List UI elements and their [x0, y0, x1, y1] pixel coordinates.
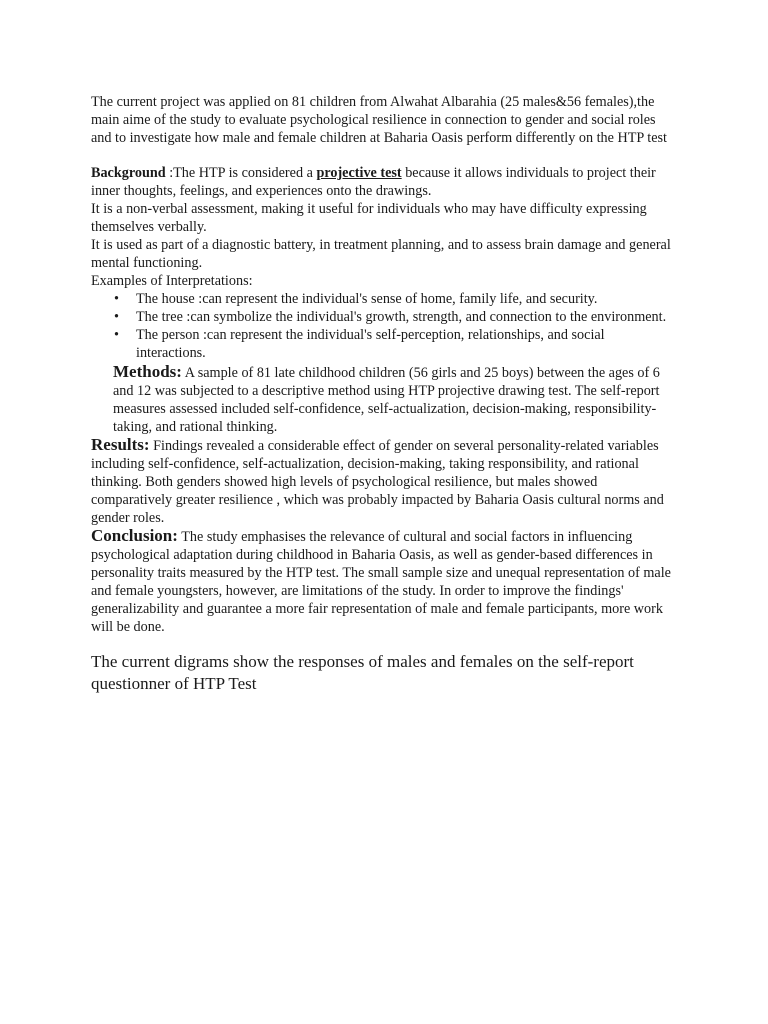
- intro-paragraph: The current project was applied on 81 children from Alwahat Albarahia (25 males&56 females),the main aime of the study to evaluate psychological resilience in connection to gender and social roles and to investigate how male and female children at Baharia Oasis perform differently on the HTP test: [91, 94, 667, 146]
- interpretations-list: [91, 290, 677, 362]
- bullet-icon: •: [114, 291, 119, 307]
- results-text: Findings revealed a considerable effect of gender on several personality-related variables including self-confidence, self-actualization, decision-making, taking responsibility, and rational thinking. Both genders showed high levels of psychological resilience, but males showed comparatively greater resilience , which was probably impacted by Baharia Oasis cultural norms and gender roles.: [91, 438, 664, 526]
- document-page: [91, 93, 677, 695]
- list-item-text: The person :can represent the individual's self-perception, relationships, and social interactions.: [136, 327, 605, 361]
- conclusion-text: The study emphasises the relevance of cultural and social factors in influencing psychological adaptation during childhood in Baharia Oasis, as well as gender-based differences in personality traits measured by the HTP test. The small sample size and unequal representation of male and female youngsters, however, are limitations of the study. In order to improve the findings' generalizability and guarantee a more fair representation of male and female participants, more work will be done.: [91, 529, 671, 635]
- methods-heading: Methods:: [113, 362, 182, 381]
- projective-test-term: projective test: [316, 165, 402, 181]
- bullet-icon: •: [114, 309, 119, 325]
- list-item: [91, 326, 677, 362]
- background-paragraph: [91, 164, 677, 200]
- closing-paragraph: The current digrams show the responses of males and females on the self-report questionner of HTP Test: [91, 652, 634, 693]
- list-item-text: The tree :can symbolize the individual's growth, strength, and connection to the environment.: [136, 309, 667, 325]
- background-heading: Background: [91, 165, 166, 181]
- bullet-icon: •: [114, 327, 119, 343]
- results-paragraph: [91, 436, 677, 527]
- list-item: [91, 308, 677, 326]
- examples-label: Examples of Interpretations:: [91, 273, 253, 289]
- results-heading: Results:: [91, 435, 150, 454]
- conclusion-paragraph: [91, 527, 677, 636]
- list-item: [91, 290, 677, 308]
- methods-text: A sample of 81 late childhood children (56 girls and 25 boys) between the ages of 6 and 12 was subjected to a descriptive method using HTP projective drawing test. The self-report measures assessed included self-confidence, self-actualization, decision-making, responsibility-taking, and rational thinking.: [113, 365, 660, 435]
- conclusion-heading: Conclusion:: [91, 526, 178, 545]
- background-text-after: because it allows individuals to project their inner thoughts, feelings, and experiences onto the drawings.: [91, 165, 656, 199]
- list-item-text: The house :can represent the individual's sense of home, family life, and security.: [136, 291, 598, 307]
- nonverbal-paragraph: It is a non-verbal assessment, making it useful for individuals who may have difficulty expressing themselves verbally.: [91, 201, 647, 235]
- background-text-before: :The HTP is considered a: [165, 165, 317, 181]
- diagnostic-paragraph: It is used as part of a diagnostic battery, in treatment planning, and to assess brain damage and general mental functioning.: [91, 237, 671, 271]
- methods-paragraph: [91, 363, 677, 436]
